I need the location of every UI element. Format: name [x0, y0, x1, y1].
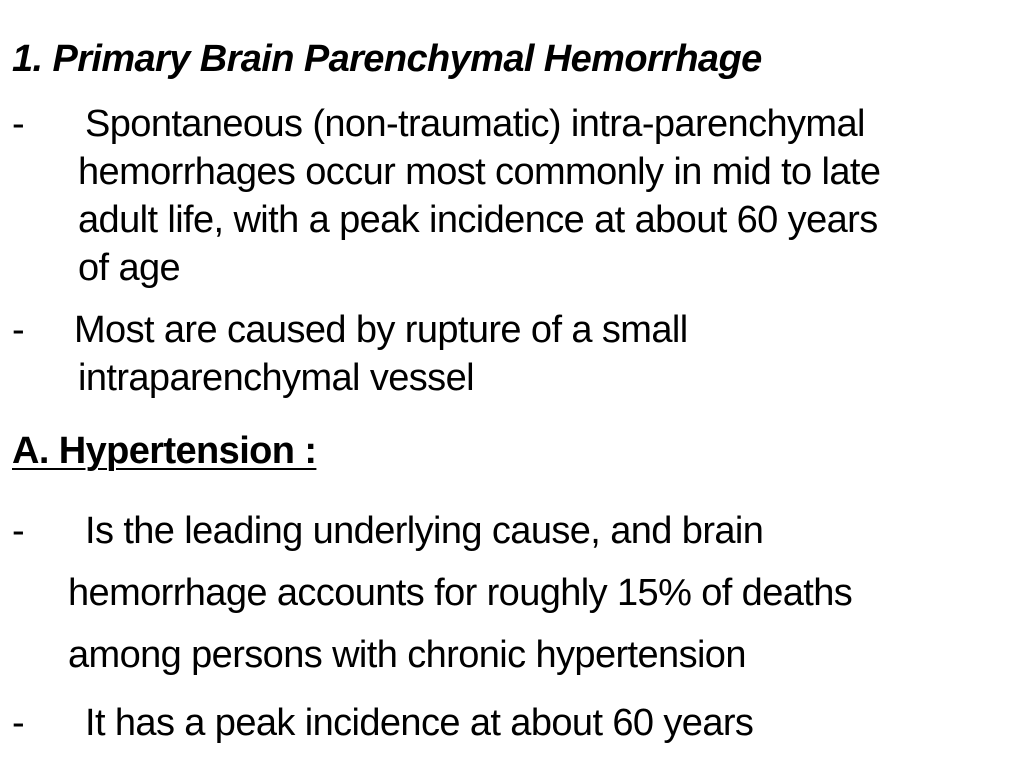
bullet-item	[12, 100, 880, 292]
bullet-dash: -	[12, 702, 25, 744]
bullet-text-line: of age	[78, 247, 181, 289]
bullet-item	[12, 306, 688, 402]
section-heading: A. Hypertension :	[12, 430, 317, 472]
bullet-dash: -	[12, 103, 25, 145]
bullet-text-line: Is the leading underlying cause, and brain	[85, 510, 764, 552]
bullet-text-line: hemorrhages occur most commonly in mid to late	[78, 151, 881, 193]
bullet-dash: -	[12, 510, 25, 552]
bullet-text-line: adult life, with a peak incidence at about 60 years	[78, 199, 878, 241]
bullet-text-line: It has a peak incidence at about 60 years	[85, 702, 754, 744]
bullet-text-line: among persons with chronic hypertension	[68, 634, 746, 676]
bullet-dash: -	[12, 309, 25, 351]
bullet-text-line: hemorrhage accounts for roughly 15% of deaths	[68, 572, 853, 614]
bullet-item	[12, 500, 852, 686]
slide-heading: 1. Primary Brain Parenchymal Hemorrhage	[12, 38, 762, 80]
bullet-text-line: intraparenchymal vessel	[78, 357, 474, 399]
bullet-text-line: Spontaneous (non-traumatic) intra-parenchymal	[85, 103, 865, 145]
bullet-item	[12, 697, 753, 749]
bullet-text-line: Most are caused by rupture of a small	[74, 309, 688, 351]
